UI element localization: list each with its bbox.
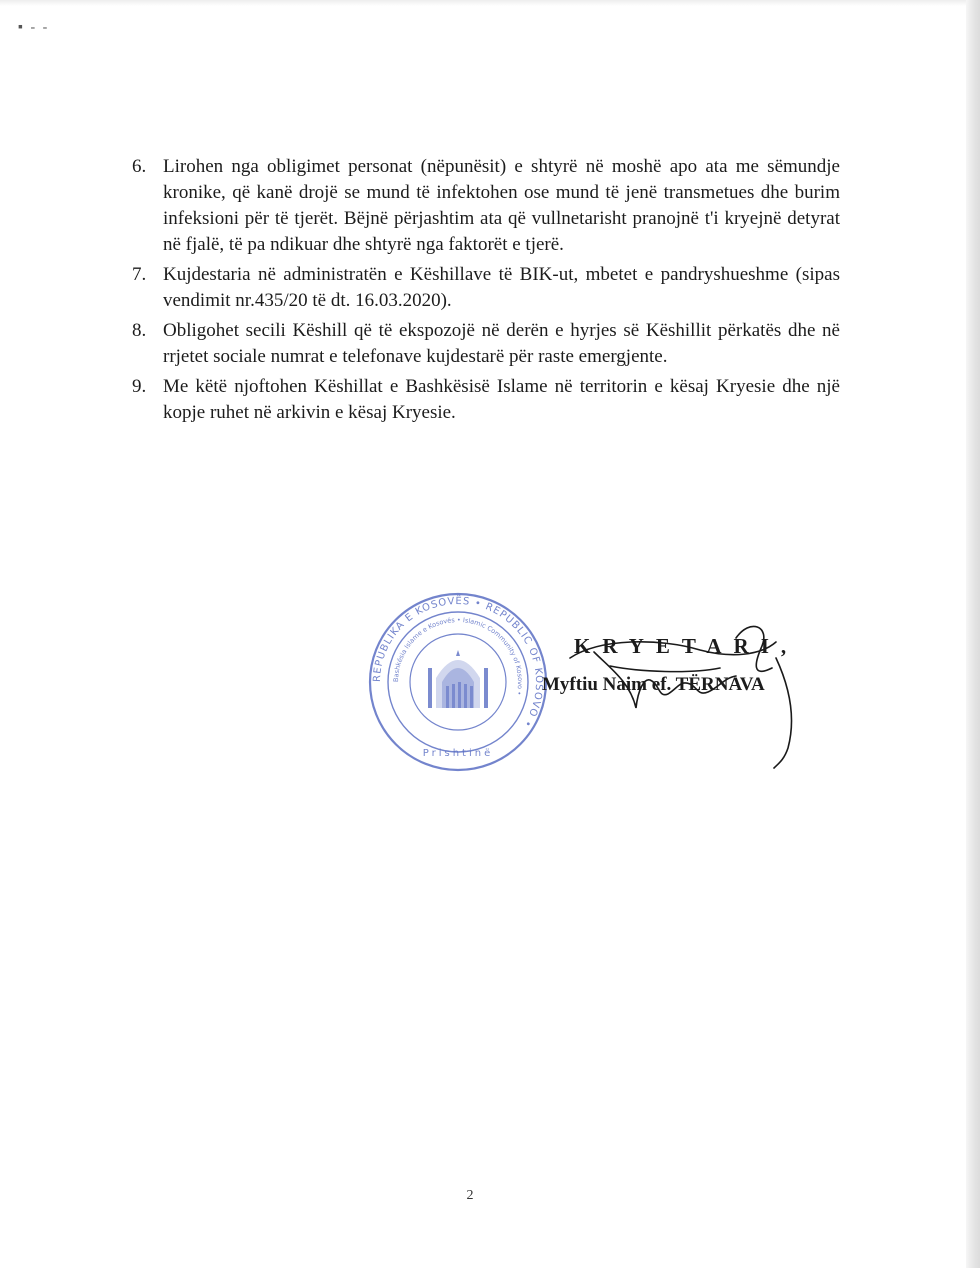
handwritten-signature <box>540 598 830 788</box>
list-item <box>132 154 840 258</box>
list-item <box>132 374 840 426</box>
signature-block <box>540 628 840 778</box>
document-body <box>132 154 840 430</box>
official-stamp <box>366 590 550 774</box>
item-text: Lirohen nga obligimet personat (nëpunësit) e shtyrë në moshë apo ata me sëmundje kronike, që kanë drojë se mund të infektohen ose mund të jenë transmetues dhe burim infeksioni për të tjerët. Bëjnë përjashtim ata që vullnetarisht pranojnë t'i kryejnë detyrat në fjalë, të pa ndikuar dhe shtyrë nga faktorët e tjerë. <box>163 156 840 255</box>
signatory-name: Myftiu Naim ef. TËRNAVA <box>542 674 765 695</box>
item-text: Kujdestaria në administratën e Këshillave të BIK-ut, mbetet e pandryshueshme (sipas vendimit nr.435/20 të dt. 16.03.2020). <box>163 264 840 311</box>
mosque-emblem-icon <box>428 650 488 708</box>
signatory-title: KRYETARI, <box>574 634 799 658</box>
stamp-bottom-text: Prishtinë <box>422 748 494 759</box>
item-number: 9. <box>132 376 147 397</box>
stamp-inner-text: Bashkësia Islame e Kosovës • Islamic Community of Kosovo • <box>391 615 525 696</box>
corner-marks: ▪ ‐ ‐ <box>18 20 50 35</box>
item-number: 7. <box>132 264 147 285</box>
item-number: 8. <box>132 320 147 341</box>
item-number: 6. <box>132 156 147 177</box>
page-number: 2 <box>466 1188 474 1203</box>
stamp-outer-text: REPUBLIKA E KOSOVËS • REPUBLIC OF KOSOVO • <box>371 595 545 730</box>
list-item <box>132 262 840 314</box>
list-item <box>132 318 840 370</box>
item-text: Obligohet secili Këshill që të ekspozojë në derën e hyrjes së Këshillit përkatës dhe në rrjetet sociale numrat e telefonave kujdestarë për raste emergjente. <box>163 320 840 367</box>
scan-top-shadow <box>0 0 980 6</box>
scan-right-edge <box>966 0 980 1268</box>
item-text: Me këtë njoftohen Këshillat e Bashkësisë Islame në territorin e kësaj Kryesie dhe një kopje ruhet në arkivin e kësaj Kryesie. <box>163 376 840 423</box>
